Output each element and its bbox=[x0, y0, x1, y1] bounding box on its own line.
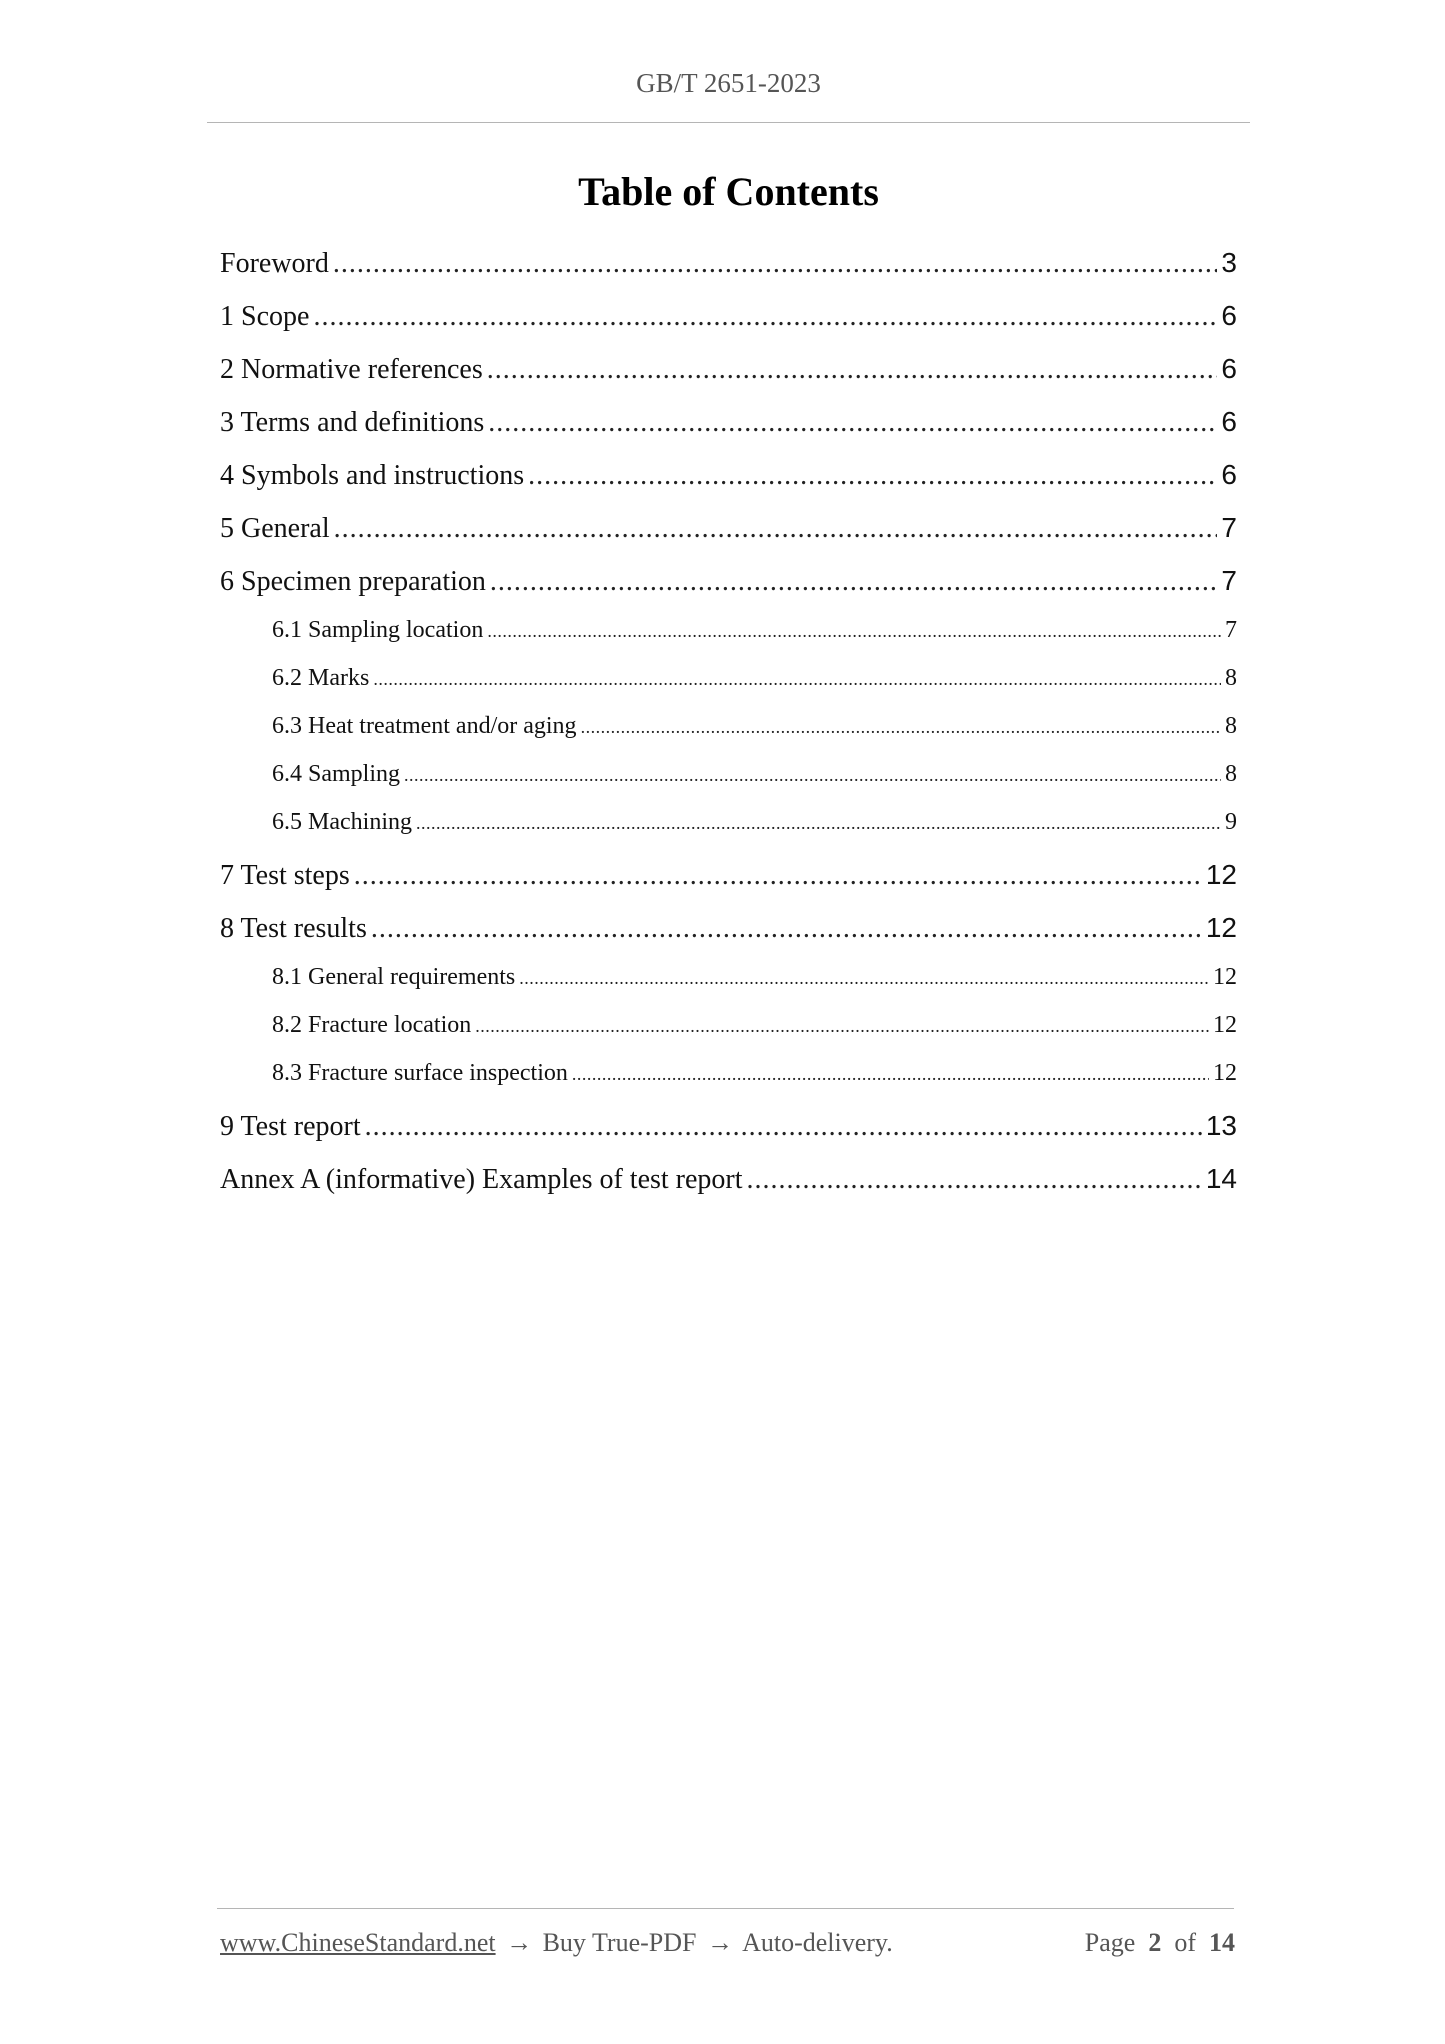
toc-entry-page: 6 bbox=[1221, 300, 1237, 331]
toc-entry-label: 3 Terms and definitions bbox=[220, 407, 485, 438]
toc-entry-fracture-surface-inspection[interactable] bbox=[272, 1060, 1237, 1094]
toc-entry-label: 1 Scope bbox=[220, 301, 310, 332]
toc-entry-label: 5 General bbox=[220, 513, 330, 544]
toc-entry-label: 8.1 General requirements bbox=[272, 964, 516, 990]
dot-leader bbox=[488, 407, 1217, 439]
toc-entry-page: 8 bbox=[1225, 665, 1237, 691]
toc-entry-sampling[interactable] bbox=[272, 761, 1237, 795]
toc-entry-label: 6.4 Sampling bbox=[272, 761, 401, 787]
auto-delivery-text: Auto-delivery. bbox=[742, 1928, 893, 1957]
dot-leader bbox=[572, 1064, 1209, 1085]
toc-entry-heat-treatment[interactable] bbox=[272, 713, 1237, 747]
page-footer bbox=[220, 1928, 1235, 1958]
toc-entry-page: 8 bbox=[1225, 761, 1237, 787]
toc-entry-test-report[interactable] bbox=[220, 1110, 1237, 1150]
toc-entry-test-results[interactable] bbox=[220, 912, 1237, 952]
toc-entry-label: 6.2 Marks bbox=[272, 665, 370, 691]
toc-entry-label: 7 Test steps bbox=[220, 860, 350, 891]
toc-entry-page: 6 bbox=[1221, 406, 1237, 437]
dot-leader bbox=[519, 968, 1209, 989]
dot-leader bbox=[371, 913, 1202, 945]
toc-entry-fracture-location[interactable] bbox=[272, 1012, 1237, 1046]
toc-entry-label: 6.5 Machining bbox=[272, 809, 412, 835]
toc-entry-page: 12 bbox=[1205, 859, 1237, 890]
toc-entry-label: 8.2 Fracture location bbox=[272, 1012, 472, 1038]
dot-leader bbox=[333, 248, 1218, 280]
toc-entry-page: 8 bbox=[1225, 713, 1237, 739]
total-pages: 14 bbox=[1209, 1928, 1235, 1957]
toc-entry-sampling-location[interactable] bbox=[272, 617, 1237, 651]
page-indicator bbox=[1085, 1928, 1235, 1958]
toc-entry-foreword[interactable] bbox=[220, 247, 1237, 287]
toc-entry-machining[interactable] bbox=[272, 809, 1237, 843]
dot-leader bbox=[365, 1111, 1202, 1143]
page-header-doc-code: GB/T 2651-2023 bbox=[636, 68, 821, 98]
toc-entry-page: 6 bbox=[1221, 459, 1237, 490]
toc-entry-page: 14 bbox=[1205, 1163, 1237, 1194]
dot-leader bbox=[747, 1164, 1202, 1196]
dot-leader bbox=[313, 301, 1217, 333]
dot-leader bbox=[334, 513, 1218, 545]
toc-entry-page: 12 bbox=[1205, 912, 1237, 943]
toc-entry-general-requirements[interactable] bbox=[272, 964, 1237, 998]
toc-entry-label: Annex A (informative) Examples of test report bbox=[220, 1164, 743, 1195]
toc-title: Table of Contents bbox=[578, 169, 879, 214]
toc-entry-marks[interactable] bbox=[272, 665, 1237, 699]
toc-entry-label: 8.3 Fracture surface inspection bbox=[272, 1060, 568, 1086]
of-label: of bbox=[1174, 1928, 1196, 1957]
arrow-right-icon: → bbox=[506, 1928, 533, 1957]
page-label: Page bbox=[1084, 1928, 1136, 1957]
dot-leader bbox=[404, 765, 1221, 786]
toc-entry-label: 2 Normative references bbox=[220, 354, 483, 385]
footer-divider bbox=[217, 1908, 1234, 1909]
dot-leader bbox=[581, 717, 1221, 738]
dot-leader bbox=[354, 860, 1202, 892]
dot-leader bbox=[416, 813, 1221, 834]
toc-entry-terms-and-definitions[interactable] bbox=[220, 406, 1237, 446]
arrow-right-icon: → bbox=[707, 1928, 733, 1957]
toc-entry-test-steps[interactable] bbox=[220, 859, 1237, 899]
site-link[interactable]: www.ChineseStandard.net bbox=[220, 1928, 496, 1957]
dot-leader bbox=[373, 669, 1221, 690]
toc-entry-page: 7 bbox=[1225, 617, 1237, 643]
toc-entry-page: 12 bbox=[1213, 964, 1237, 990]
toc-entry-label: 4 Symbols and instructions bbox=[220, 460, 525, 491]
toc-entry-specimen-preparation[interactable] bbox=[220, 565, 1237, 605]
toc-entry-label: Foreword bbox=[220, 248, 329, 279]
toc-entry-page: 7 bbox=[1221, 565, 1237, 596]
dot-leader bbox=[487, 621, 1221, 642]
toc-entry-page: 6 bbox=[1221, 353, 1237, 384]
toc-entry-scope[interactable] bbox=[220, 300, 1237, 340]
toc-entry-label: 9 Test report bbox=[220, 1111, 361, 1142]
toc-entry-label: 6 Specimen preparation bbox=[220, 566, 486, 597]
toc-entry-normative-references[interactable] bbox=[220, 353, 1237, 393]
toc-entry-page: 9 bbox=[1225, 809, 1237, 835]
toc-entry-label: 8 Test results bbox=[220, 913, 367, 944]
footer-promo bbox=[220, 1928, 893, 1958]
toc-entry-page: 7 bbox=[1221, 512, 1237, 543]
toc-entry-general[interactable] bbox=[220, 512, 1237, 552]
current-page: 2 bbox=[1148, 1928, 1162, 1957]
buy-true-pdf-text: Buy True-PDF bbox=[542, 1928, 697, 1957]
dot-leader bbox=[487, 354, 1218, 386]
dot-leader bbox=[475, 1016, 1209, 1037]
toc-entry-annex-a[interactable] bbox=[220, 1163, 1237, 1203]
dot-leader bbox=[490, 566, 1218, 598]
toc-entry-page: 12 bbox=[1213, 1060, 1237, 1086]
toc-entry-label: 6.1 Sampling location bbox=[272, 617, 484, 643]
toc-entry-page: 13 bbox=[1205, 1110, 1237, 1141]
toc-entry-label: 6.3 Heat treatment and/or aging bbox=[272, 713, 577, 739]
toc-entry-page: 3 bbox=[1221, 247, 1237, 278]
toc-entry-symbols-and-instructions[interactable] bbox=[220, 459, 1237, 499]
toc-entry-page: 12 bbox=[1213, 1012, 1237, 1038]
dot-leader bbox=[528, 460, 1217, 492]
